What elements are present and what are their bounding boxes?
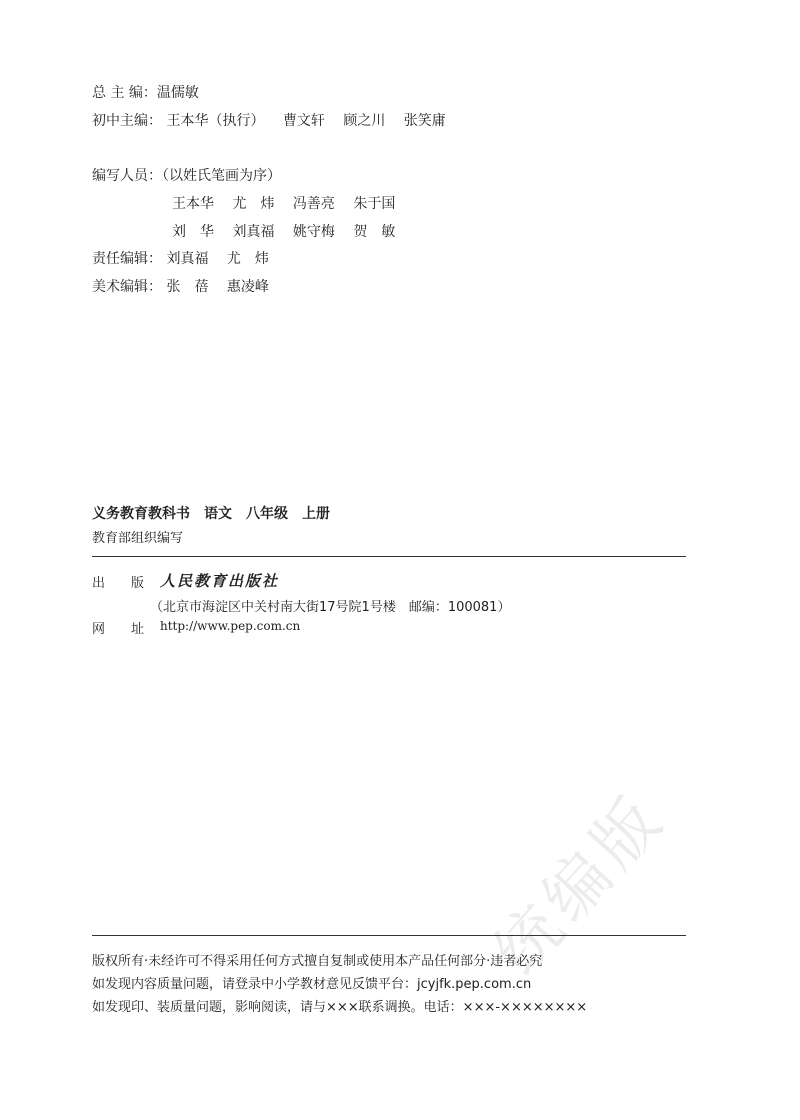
- art-editor-label: 美术编辑：: [92, 279, 162, 295]
- publisher-address: （北京市海淀区中关村南大街17号院1号楼 邮编：100081）: [150, 600, 511, 615]
- writer-name: 姚守梅: [292, 224, 335, 240]
- junior-editor-label: 初中主编：: [92, 113, 162, 129]
- writer-name: 刘真福: [232, 224, 275, 240]
- chief-editor-name: 温儒敏: [156, 85, 199, 101]
- writer-name: 王本华: [172, 196, 214, 212]
- responsible-editor-label: 责任编辑：: [92, 251, 162, 267]
- art-editor-name: 惠凌峰: [226, 279, 269, 295]
- book-title: 义务教育教科书 语文 八年级 上册: [92, 506, 330, 522]
- writer-name: 冯善亮: [292, 196, 335, 212]
- website-link[interactable]: http://www.pep.com.cn: [160, 619, 301, 633]
- responsible-editor-name: 刘真福: [166, 251, 209, 267]
- junior-editor-name: 曹文轩: [282, 113, 325, 129]
- junior-editor-name: 顾之川: [343, 113, 386, 129]
- print-quality-notice: 如发现印、装质量问题，影响阅读，请与×××联系调换。电话：×××-××××××××: [92, 1000, 588, 1015]
- publisher-logo: 人民教育出版社: [160, 572, 280, 590]
- writers-row: [172, 193, 409, 215]
- feedback-notice: 如发现内容质量问题，请登录中小学教材意见反馈平台：jcyjfk.pep.com.cn: [92, 977, 532, 992]
- website-label: 网 址: [92, 622, 145, 637]
- writers-label: 编写人员：（以姓氏笔画为序）: [92, 168, 281, 184]
- divider: [92, 935, 686, 936]
- compiler-line: 教育部组织编写: [92, 531, 184, 546]
- responsible-editor-name: 尤 炜: [226, 251, 269, 267]
- publisher-label: 出 版: [92, 576, 145, 591]
- watermark: 统编版: [481, 779, 681, 990]
- chief-editor-row: [92, 82, 199, 104]
- responsible-editor-row: [92, 248, 283, 270]
- writer-name: 刘 华: [172, 224, 214, 240]
- art-editor-row: [92, 276, 283, 298]
- writer-name: 朱于国: [353, 196, 396, 212]
- art-editor-name: 张 蓓: [166, 279, 209, 295]
- junior-editor-row: [92, 110, 460, 132]
- writers-row: [172, 221, 409, 243]
- divider: [92, 556, 686, 557]
- writer-name: 尤 炜: [232, 196, 275, 212]
- copyright-notice: 版权所有·未经许可不得采用任何方式擅自复制或使用本产品任何部分·违者必究: [92, 954, 543, 969]
- chief-editor-label: 总 主 编：: [92, 85, 157, 101]
- writer-name: 贺 敏: [353, 224, 396, 240]
- junior-editor-name: 王本华（执行）: [166, 113, 265, 129]
- junior-editor-name: 张笑庸: [403, 113, 446, 129]
